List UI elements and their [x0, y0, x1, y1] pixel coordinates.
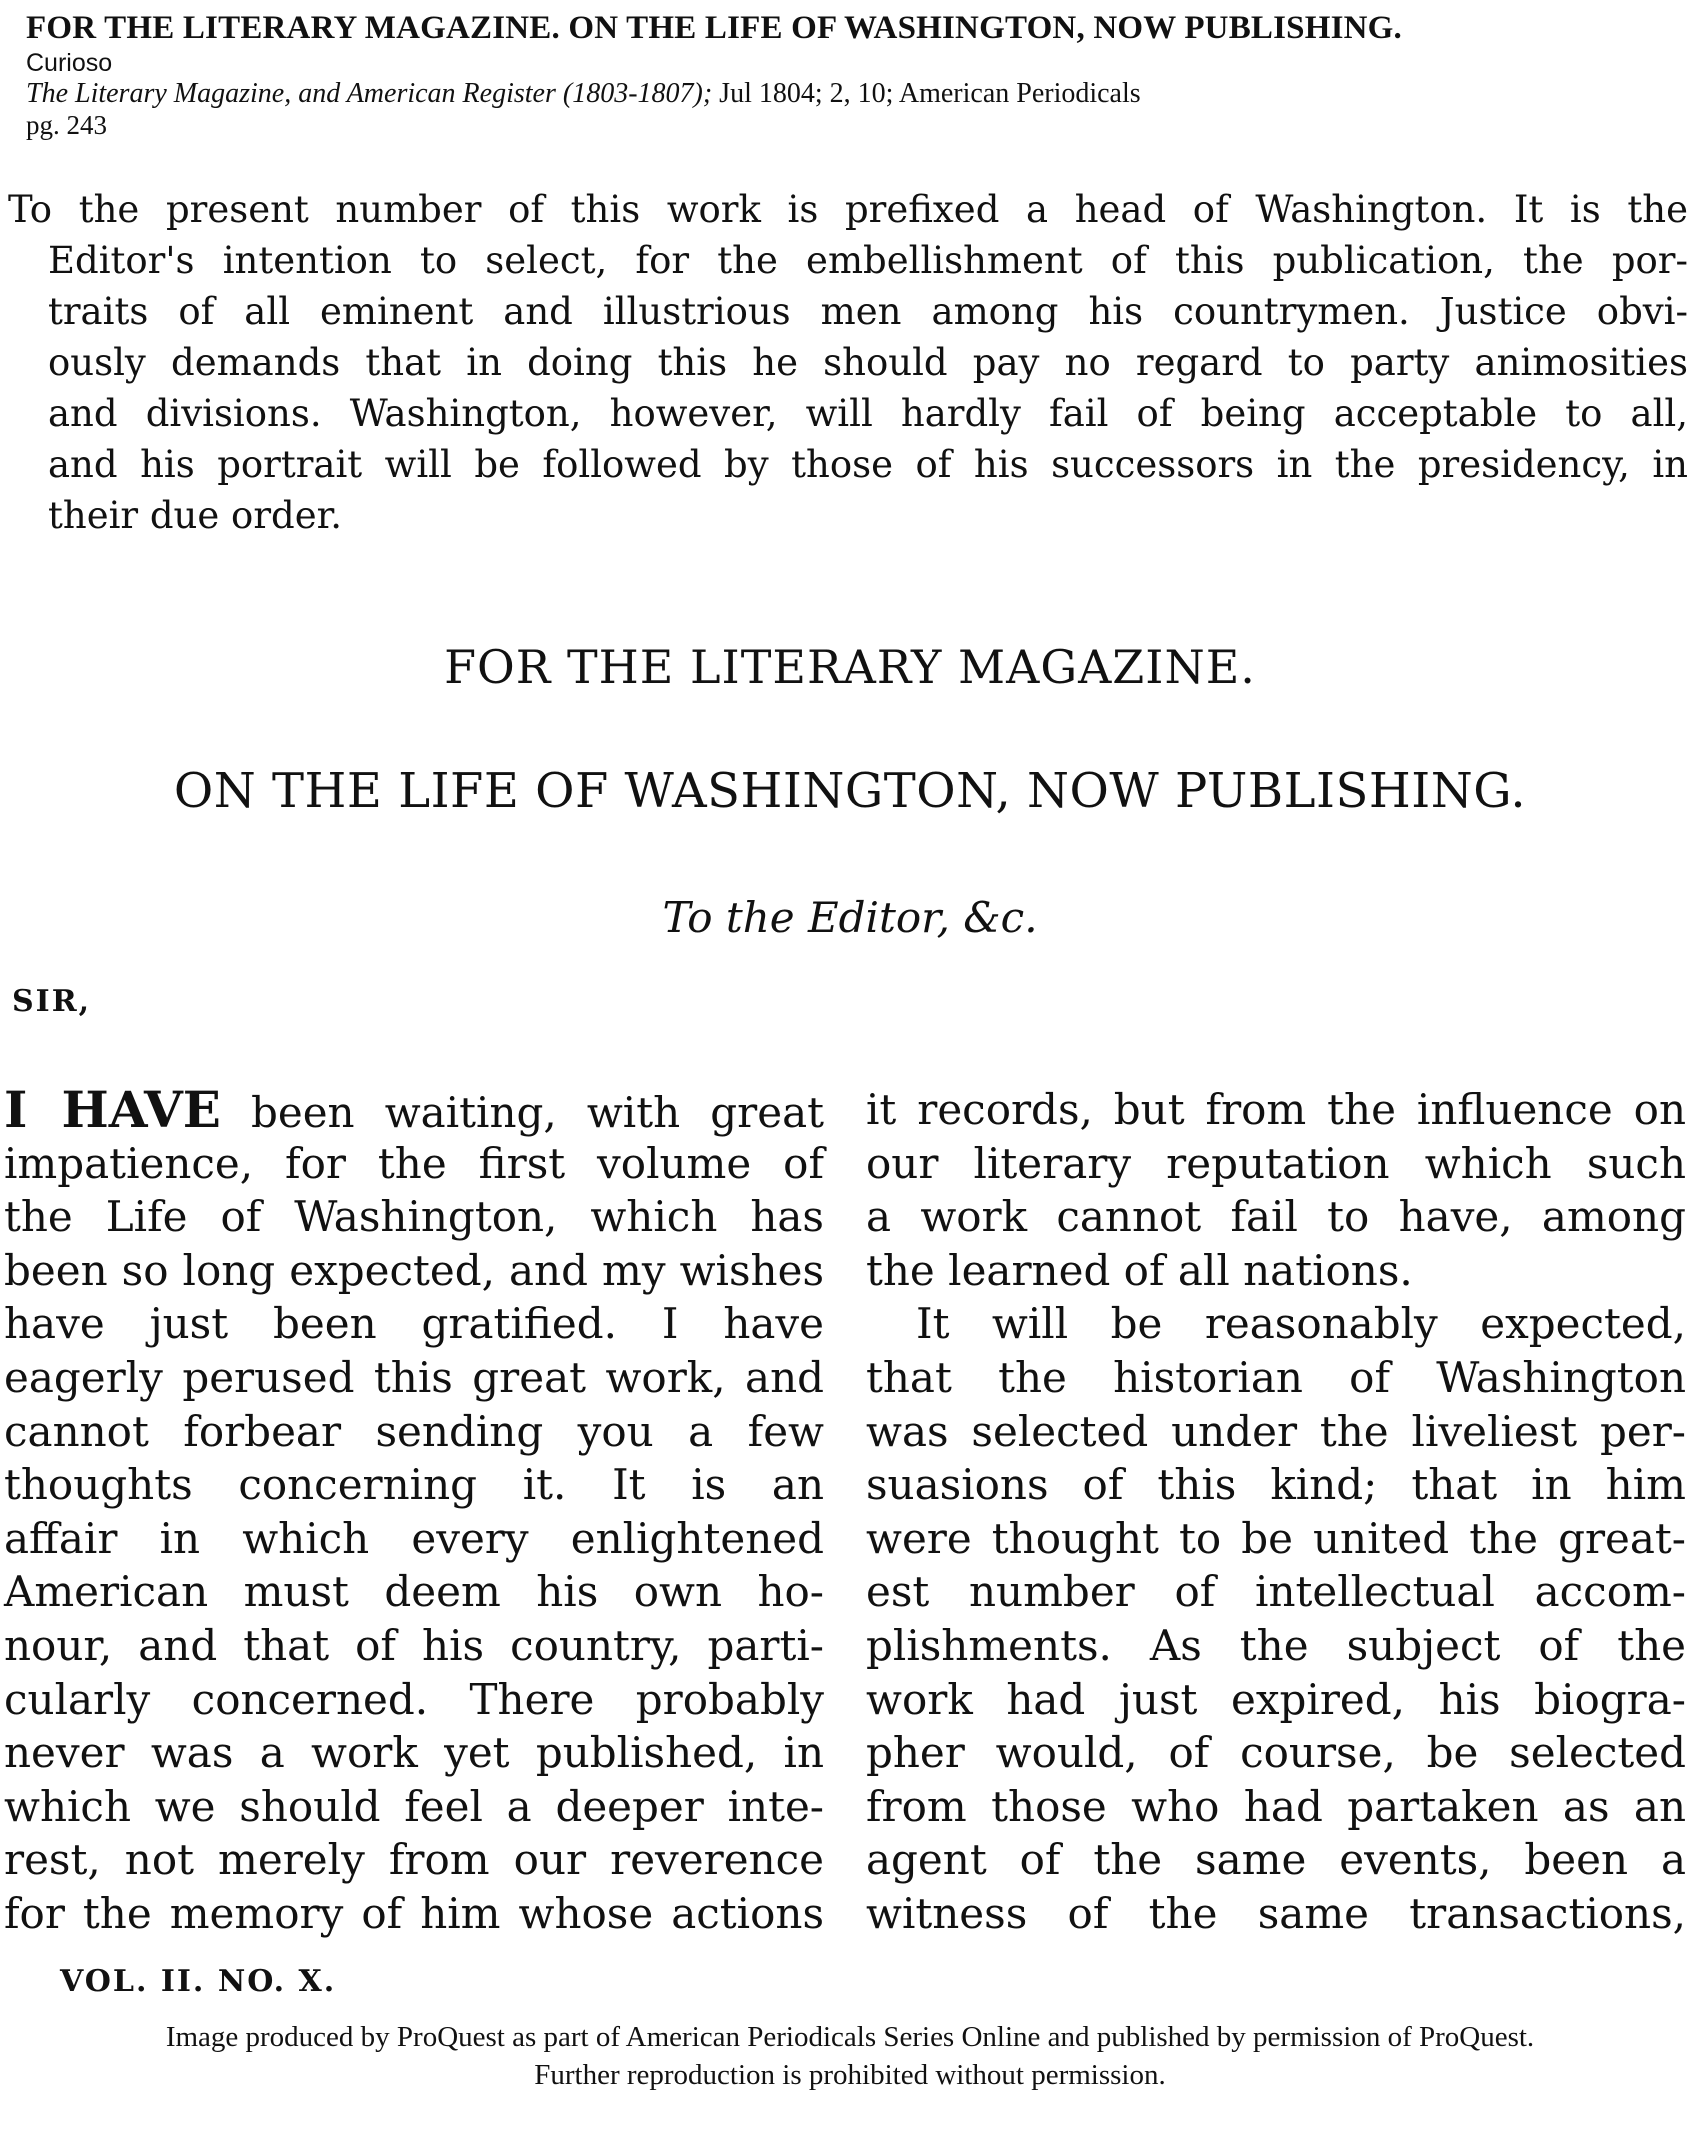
- column-line: witness of the same transactions,: [866, 1888, 1686, 1938]
- column-line: rest, not merely from our reverence: [4, 1835, 824, 1885]
- column-line: which we should feel a deeper inte-: [4, 1781, 824, 1831]
- column-line: never was a work yet published, in: [4, 1728, 824, 1778]
- citation-page: pg. 243: [26, 110, 107, 140]
- citation-header: [26, 8, 1676, 140]
- column-line: that the historian of Washington: [866, 1352, 1686, 1402]
- column-line: impatience, for the first volume of: [4, 1138, 824, 1188]
- volume-signature: VOL. II. NO. X.: [60, 1964, 337, 1999]
- magazine-heading: FOR THE LITERARY MAGAZINE.: [444, 640, 1256, 694]
- column-line: the Life of Washington, which has: [4, 1192, 824, 1242]
- footer-line: Further reproduction is prohibited without permission.: [534, 2059, 1166, 2091]
- to-editor-heading: To the Editor, &c.: [662, 893, 1038, 942]
- column-line: pher would, of course, be selected: [866, 1728, 1686, 1778]
- citation-author: Curioso: [26, 49, 113, 77]
- footer-line: Image produced by ProQuest as part of American Periodicals Series Online and published by permission of ProQuest.: [165, 2021, 1535, 2053]
- citation-journal: The Literary Magazine, and American Register (1803-1807);: [26, 78, 713, 109]
- editor-note: [8, 184, 1688, 541]
- column-line: work had just expired, his biogra-: [866, 1674, 1686, 1724]
- column-line: have just been gratified. I have: [4, 1299, 824, 1349]
- note-line: their due order.: [48, 494, 342, 537]
- citation-source: [26, 78, 1676, 110]
- column-line: the learned of all nations.: [866, 1245, 1413, 1295]
- citation-title: FOR THE LITERARY MAGAZINE. ON THE LIFE OF WASHINGTON, NOW PUBLISHING.: [26, 10, 1402, 46]
- column-line: it records, but from the influence on: [866, 1085, 1686, 1134]
- column-line: plishments. As the subject of the: [866, 1620, 1686, 1670]
- note-line: Editor's intention to select, for the embellishment of this publication, the por-: [48, 239, 1688, 282]
- column-line: been so long expected, and my wishes: [4, 1245, 824, 1295]
- column-line: American must deem his own ho-: [4, 1567, 824, 1617]
- proquest-footer: [0, 2018, 1700, 2094]
- column-line: our literary reputation which such: [866, 1138, 1686, 1188]
- note-line: traits of all eminent and illustrious men among his countrymen. Justice obvi-: [48, 290, 1688, 333]
- column-line: cularly concerned. There probably: [4, 1674, 824, 1724]
- column-line: was selected under the liveliest per-: [866, 1406, 1686, 1456]
- column-line: [4, 1080, 824, 1139]
- column-line: for the memory of him whose actions: [4, 1888, 824, 1938]
- column-line: nour, and that of his country, parti-: [4, 1620, 824, 1670]
- note-line: and his portrait will be followed by those of his successors in the presidency, in: [48, 443, 1688, 486]
- note-line: To the present number of this work is prefixed a head of Washington. It is the: [8, 188, 1688, 231]
- salutation: SIR,: [12, 984, 92, 1019]
- column-line: a work cannot fail to have, among: [866, 1192, 1686, 1242]
- column-line: affair in which every enlightened: [4, 1513, 824, 1563]
- column-line: est number of intellectual accom-: [866, 1567, 1686, 1617]
- note-line: and divisions. Washington, however, will hardly fail of being acceptable to all,: [48, 392, 1688, 435]
- column-line: It will be reasonably expected,: [916, 1299, 1686, 1349]
- left-column: [4, 1080, 824, 1941]
- citation-details: Jul 1804; 2, 10; American Periodicals: [719, 78, 1141, 109]
- column-line: were thought to be united the great-: [866, 1513, 1686, 1563]
- drop-cap: I HAVE: [4, 1080, 221, 1139]
- column-line: from those who had partaken as an: [866, 1781, 1686, 1831]
- column-line: agent of the same events, been a: [866, 1835, 1686, 1885]
- column-line: eagerly perused this great work, and: [4, 1352, 824, 1402]
- note-line: ously demands that in doing this he should pay no regard to party animosities: [48, 341, 1688, 384]
- column-line: suasions of this kind; that in him: [866, 1460, 1686, 1510]
- column-line: thoughts concerning it. It is an: [4, 1460, 824, 1510]
- article-title: ON THE LIFE OF WASHINGTON, NOW PUBLISHING.: [173, 763, 1527, 819]
- right-column: [866, 1083, 1686, 1941]
- column-line: cannot forbear sending you a few: [4, 1406, 824, 1456]
- first-line-text: been waiting, with great: [220, 1088, 824, 1137]
